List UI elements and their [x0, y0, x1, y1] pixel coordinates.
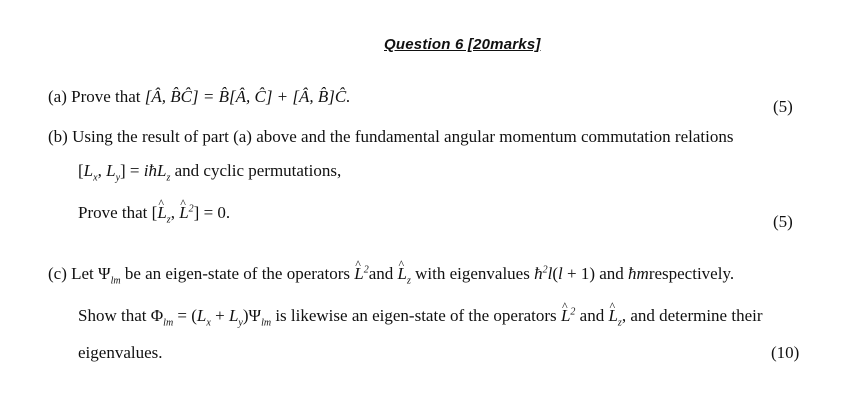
- part-c-text-7: Show that: [78, 306, 147, 325]
- lz-eigenvalue: ħm: [628, 264, 649, 283]
- phi-definition: $\Phi_{lm} = (L_x + L_y)\Psi_{lm}$: [150, 306, 272, 329]
- l-squared-eigenvalue: $ħ^2l(l + 1)$: [534, 264, 595, 283]
- commutation-relation: [$L_x$, $L_y$] = iħL$_z$: [78, 161, 171, 184]
- part-a-line: [48, 86, 351, 108]
- part-c-line-1: [48, 263, 734, 285]
- part-c-text-4: with eigenvalues: [415, 264, 530, 283]
- part-a-text: Prove that: [71, 87, 141, 106]
- part-c-text-5: and: [599, 264, 624, 283]
- part-c-text-9: and: [579, 306, 605, 325]
- part-b-marks: (5): [773, 212, 793, 231]
- lz-operator: ^ $L_z$: [398, 264, 411, 283]
- l-squared-operator-2: ^ $L^2$: [561, 306, 575, 325]
- part-c-marks: (10): [771, 343, 800, 362]
- part-b-text-3: Prove that: [78, 203, 148, 222]
- part-a-equation: [Â, B̂Ĉ] = B̂[Â, Ĉ] + [Â, B̂]Ĉ.: [144, 87, 351, 106]
- part-c-text-11: eigenvalues.: [78, 343, 163, 362]
- part-c-text-2: be an eigen-state of the operators: [124, 264, 350, 283]
- lz-operator-2: ^ $L_z$: [608, 306, 621, 325]
- part-b-text-2: and cyclic permutations,: [174, 161, 342, 180]
- part-a-label: (a): [48, 87, 67, 106]
- question-heading: Question 6 [20marks]: [384, 36, 541, 53]
- part-c-text-6: respectively.: [648, 264, 735, 283]
- part-b-label: (b): [48, 127, 68, 146]
- part-a-marks: (5): [773, 97, 793, 116]
- part-c-text-10: , and determine their: [621, 306, 763, 325]
- part-c-text-3: and: [368, 264, 394, 283]
- part-b-line-3: [78, 202, 230, 224]
- part-b-line-1: [48, 126, 733, 148]
- part-c-text-8: is likewise an eigen-state of the operators: [275, 306, 557, 325]
- part-c-line-2: [78, 305, 763, 327]
- part-c-line-3: [78, 342, 163, 364]
- psi-lm: $\Psi_{lm}$: [98, 264, 121, 287]
- part-b-text-1: Using the result of part (a) above and the fundamental angular momentum commutation relations: [72, 127, 734, 146]
- part-c-text-1: Let: [71, 264, 94, 283]
- part-c-label: (c): [48, 264, 67, 283]
- part-b-line-2: [78, 160, 341, 182]
- l-squared-operator: ^ $L^2$: [354, 264, 368, 283]
- part-b-equation: [^ $L_z$, ^ $L^2] = 0$.: [152, 203, 231, 222]
